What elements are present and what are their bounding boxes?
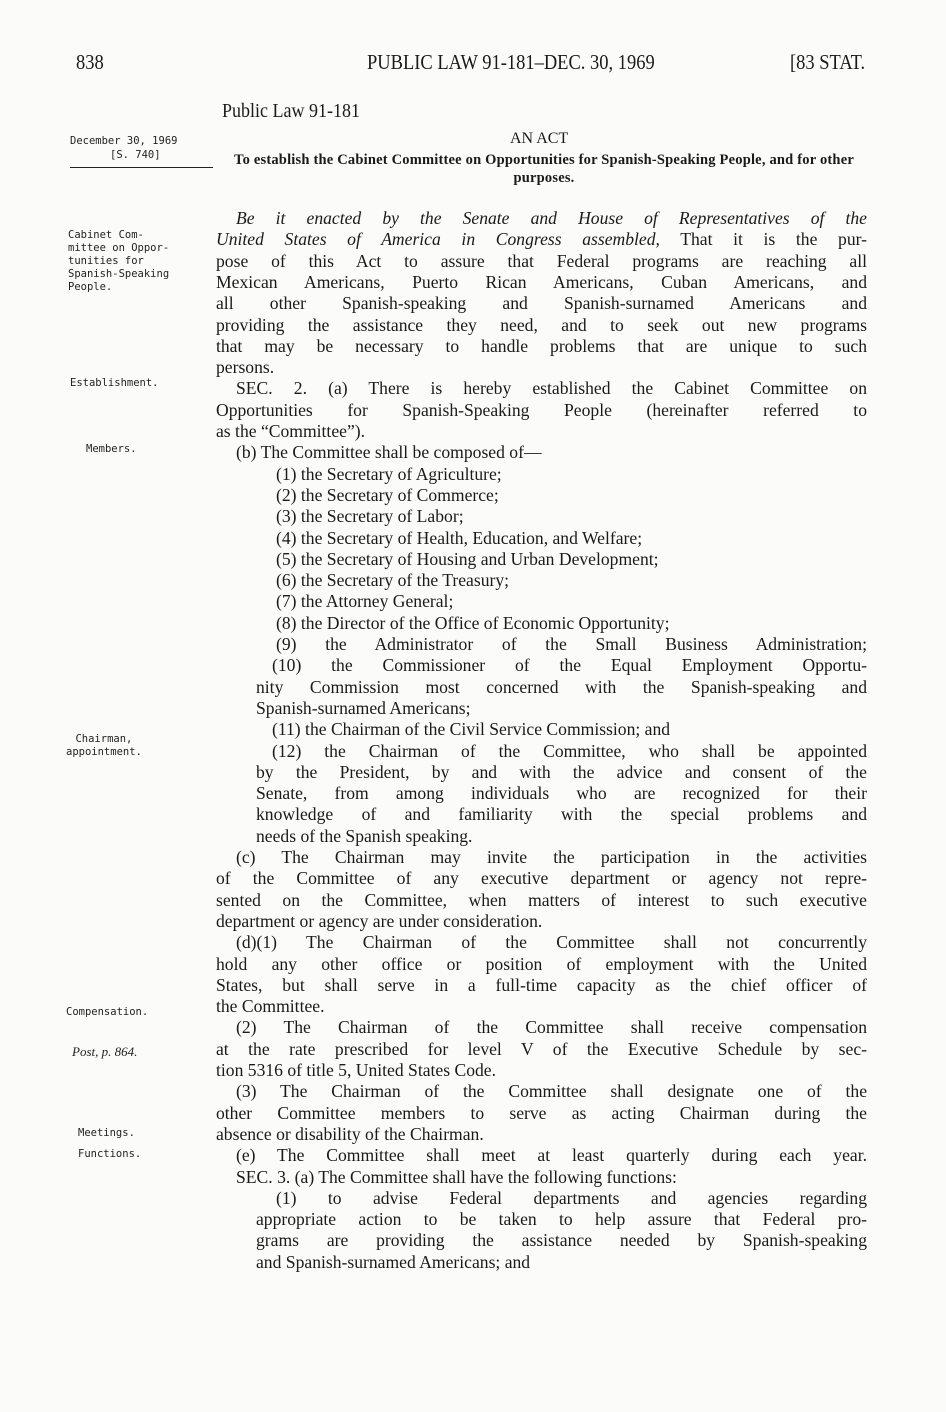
text-line (216, 975, 867, 996)
text-line (272, 741, 867, 762)
line-text: appropriate action to be taken to help assure that Federal pro- (256, 1209, 867, 1230)
text-line (236, 1081, 867, 1102)
line-text: and Spanish-surnamed Americans; and (256, 1251, 531, 1272)
line-text: (3) the Secretary of Labor; (276, 506, 464, 527)
text-line (236, 1017, 867, 1038)
line-text: tion 5316 of title 5, United States Code. (216, 1060, 497, 1080)
text-line (216, 315, 867, 336)
line-text: (3) The Chairman of the Committee shall designate one of the (236, 1081, 867, 1102)
text-line (216, 400, 867, 421)
text-line (276, 570, 509, 591)
line-text: other Committee members to serve as acting Chairman during the (216, 1102, 867, 1123)
line-text: (d)(1) The Chairman of the Committee shall not concurrently (236, 932, 867, 953)
line-text: States, but shall serve in a full-time capacity as the chief officer of (216, 974, 867, 995)
text-line (216, 911, 542, 932)
text-line (256, 826, 472, 847)
text-line (216, 1060, 496, 1081)
line-text: (8) the Director of the Office of Economic Opportunity; (276, 612, 670, 633)
text-line (256, 677, 867, 698)
text-line (216, 868, 867, 889)
line-text: as the “Committee”). (216, 421, 366, 441)
line-text: (9) the Administrator of the Small Business Administration; (276, 634, 867, 654)
act-label: AN ACT (510, 130, 569, 147)
line-text: grams are providing the assistance needed by Spanish-speaking (256, 1230, 867, 1251)
italic-text: Be it enacted by the Senate and House of Representatives of the (236, 208, 867, 228)
margin-note: Compensation. (66, 1006, 149, 1018)
line-text: that may be necessary to handle problems that are unique to such (216, 335, 867, 356)
text-line (216, 421, 365, 442)
text-line (256, 698, 471, 719)
line-text: (c) The Chairman may invite the participation in the activities (236, 847, 867, 867)
text-line (256, 1252, 530, 1273)
text-line (216, 293, 867, 314)
text-line (256, 783, 867, 804)
text-line (272, 655, 867, 676)
text-line (236, 1167, 677, 1188)
margin-note: Members. (86, 443, 137, 455)
line-text: (1) the Secretary of Agriculture; (276, 463, 502, 484)
text-line (276, 634, 867, 655)
line-text: providing the assistance they need, and to seek out new programs (216, 314, 867, 335)
text-line (236, 847, 867, 868)
line-text: at the rate prescribed for level V of the Executive Schedule by sec- (216, 1038, 867, 1059)
line-text: hold any other office or position of employment with the United (216, 953, 867, 974)
line-text: sented on the Committee, when matters of interest to such executive (216, 889, 867, 910)
line-text: the Committee. (216, 996, 325, 1017)
page-number: 838 (76, 50, 104, 74)
line-text: nity Commission most concerned with the Spanish-speaking and (256, 676, 867, 697)
text-line (216, 357, 274, 378)
text-line (216, 336, 867, 357)
volume-label: [83 STAT. (790, 50, 866, 74)
italic-text: United States of America in Congress assembled, (216, 229, 660, 250)
text-line (276, 506, 464, 527)
line-text: SEC. 3. (a) The Committee shall have the following functions: (236, 1166, 677, 1187)
line-text: Spanish-surnamed Americans; (256, 697, 471, 718)
bill-number: [S. 740] (110, 149, 161, 161)
margin-note: Functions. (78, 1148, 142, 1160)
text-line (216, 1124, 484, 1145)
line-text: pose of this Act to assure that Federal programs are reaching all (216, 250, 867, 271)
text-line (216, 272, 867, 293)
text-line (216, 251, 867, 272)
text-line (236, 442, 542, 463)
text-line (236, 1145, 867, 1166)
text-line (216, 1103, 867, 1124)
text-line (216, 954, 867, 975)
line-text: Opportunities for Spanish-Speaking People (hereinafter referred to (216, 399, 867, 420)
text-line (276, 591, 453, 612)
text-line (276, 485, 499, 506)
line-text: Mexican Americans, Puerto Rican Americans, Cuban Americans, and (216, 271, 867, 292)
line-text: needs of the Spanish speaking. (256, 825, 473, 846)
text-line (216, 229, 867, 250)
line-text: (1) to advise Federal departments and agencies regarding (276, 1187, 867, 1208)
law-title: Public Law 91-181 (222, 100, 360, 122)
text-line (276, 1188, 867, 1209)
line-text: absence or disability of the Chairman. (216, 1123, 484, 1144)
line-text: (10) the Commissioner of the Equal Employment Opportu- (272, 655, 867, 676)
line-text: SEC. 2. (a) There is hereby established the Cabinet Committee on (236, 378, 867, 399)
text-line (276, 464, 502, 485)
margin-note-cross-reference: Post, p. 864. (72, 1044, 138, 1059)
margin-note: Meetings. (78, 1127, 135, 1139)
line-text: (12) the Chairman of the Committee, who shall be appointed (272, 740, 867, 761)
margin-note: Cabinet Com- mittee on Oppor- tunities for Spanish-Speaking People. (68, 229, 170, 293)
text-line (236, 208, 867, 229)
line-text: That it is the pur- (659, 229, 867, 250)
running-title: PUBLIC LAW 91-181–DEC. 30, 1969 (367, 50, 655, 74)
text-line (236, 932, 867, 953)
enactment-date: December 30, 1969 (70, 135, 178, 147)
margin-note: Chairman, appointment. (66, 733, 142, 758)
text-line (272, 719, 670, 740)
divider (70, 167, 213, 168)
text-line (256, 1230, 867, 1251)
text-line (276, 549, 659, 570)
text-line (276, 613, 669, 634)
line-text: (5) the Secretary of Housing and Urban Development; (276, 548, 659, 569)
text-line (256, 804, 867, 825)
text-line (256, 1209, 867, 1230)
margin-note: Establishment. (70, 377, 159, 389)
line-text: persons. (216, 357, 275, 378)
line-text: (2) The Chairman of the Committee shall receive compensation (236, 1017, 867, 1038)
text-line (216, 890, 867, 911)
text-line (256, 762, 867, 783)
line-text: department or agency are under consideration. (216, 910, 543, 931)
line-text: Senate, from among individuals who are recognized for their (256, 783, 867, 804)
line-text: by the President, by and with the advice and consent of the (256, 761, 867, 782)
line-text: (b) The Committee shall be composed of— (236, 442, 542, 463)
act-purpose: To establish the Cabinet Committee on Opportunities for Spanish-Speaking People, and for other purposes. (234, 152, 854, 186)
line-text: (7) the Attorney General; (276, 591, 454, 612)
text-line (216, 1039, 867, 1060)
line-text: (4) the Secretary of Health, Education, and Welfare; (276, 527, 643, 548)
text-line (276, 528, 642, 549)
line-text: of the Committee of any executive department or agency not repre- (216, 868, 867, 889)
text-line (216, 996, 324, 1017)
line-text: all other Spanish-speaking and Spanish-surnamed Americans and (216, 293, 867, 314)
text-line (236, 378, 867, 399)
line-text: (2) the Secretary of Commerce; (276, 484, 499, 505)
line-text: (6) the Secretary of the Treasury; (276, 570, 510, 591)
line-text: knowledge of and familiarity with the special problems and (256, 804, 867, 825)
line-text: (11) the Chairman of the Civil Service Commission; and (272, 719, 671, 740)
line-text: (e) The Committee shall meet at least quarterly during each year. (236, 1145, 867, 1166)
